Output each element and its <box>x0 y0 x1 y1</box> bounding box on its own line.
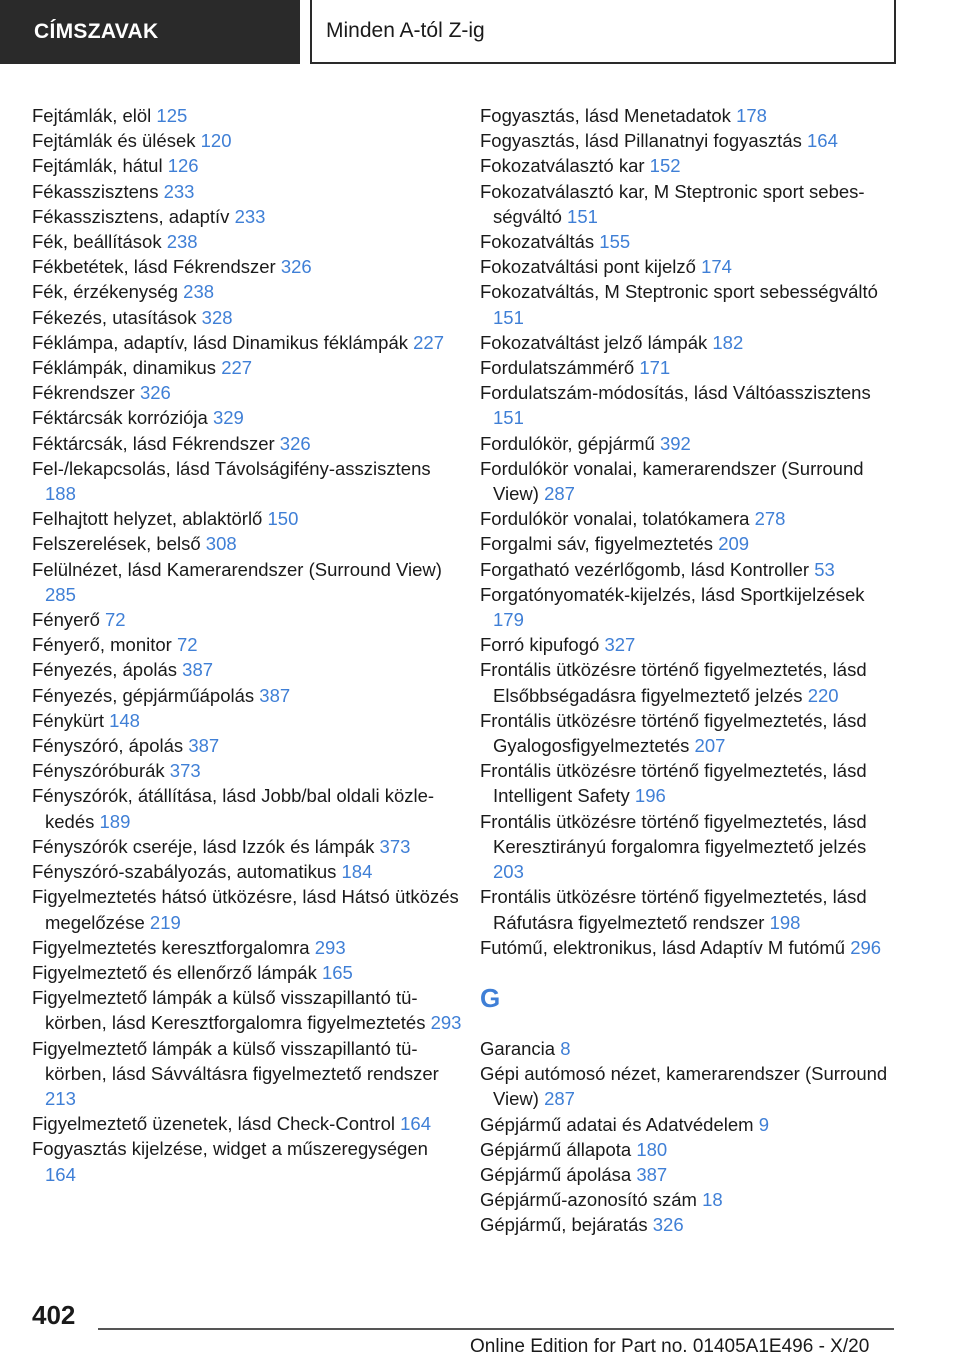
index-entry <box>480 1212 900 1237</box>
section-letter-g: G <box>480 982 501 1013</box>
page-ref-link[interactable]: 207 <box>694 735 726 757</box>
entry-text: Fejtámlák, hátul <box>32 155 163 177</box>
entry-text: Figyelmeztető lámpák a külső visszapillantó tükörben, lásd Keresztforgalomra figyelmeztetés <box>32 987 426 1034</box>
page-ref-link[interactable]: 287 <box>544 1088 575 1110</box>
entry-text: Fordulatszám-módosítás, lásd Váltóasszisztens <box>480 382 871 404</box>
entry-text: Fokozatválasztó kar <box>480 155 645 177</box>
index-entry <box>32 1036 462 1112</box>
index-entry <box>32 305 462 330</box>
entry-text: Fényszóró-szabályozás, automatikus <box>32 861 337 883</box>
entry-text: Gépjármű ápolása <box>480 1163 632 1185</box>
page-ref-link[interactable]: 151 <box>567 205 598 227</box>
entry-text: Fékasszisztens, adaptív <box>32 205 230 227</box>
page-ref-link[interactable]: 238 <box>183 281 215 303</box>
page-ref-link[interactable]: 308 <box>205 533 237 555</box>
page-ref-link[interactable]: 188 <box>45 483 76 505</box>
entry-text: Frontális ütközésre történő figyelmeztetés, lásd Intelligent Safety <box>480 760 867 807</box>
entry-text: Fejtámlák, elöl <box>32 105 152 126</box>
entry-text: Gépjármű-azonosító szám <box>480 1189 697 1211</box>
page-number: 402 <box>32 1300 76 1330</box>
entry-text: Figyelmeztetés keresztforgalomra <box>32 936 310 958</box>
page-ref-link[interactable]: 329 <box>212 407 244 429</box>
entry-text: Fel-/lekapcsolás, lásd Távolságifény-asszisztens <box>32 457 431 479</box>
page-ref-link[interactable]: 238 <box>166 231 198 253</box>
page-ref-link[interactable]: 150 <box>267 508 299 530</box>
entry-text: Féklámpák, dinamikus <box>32 357 217 379</box>
page-ref-link[interactable]: 72 <box>176 634 198 656</box>
page-ref-link[interactable]: 155 <box>599 231 631 253</box>
page-ref-link[interactable]: 178 <box>736 105 767 126</box>
entry-text: Gépi autómosó nézet, kamerarendszer (Surround View) <box>480 1063 888 1110</box>
entry-text: Fékasszisztens <box>32 180 159 202</box>
index-entry <box>480 935 900 960</box>
index-entry <box>32 128 462 153</box>
entry-text: Fogyasztás, lásd Menetadatok <box>480 105 731 126</box>
index-entry <box>32 557 462 607</box>
page-ref-link[interactable]: 184 <box>341 861 373 883</box>
page-ref-link[interactable]: 179 <box>493 609 524 631</box>
page-ref-link[interactable]: 164 <box>807 130 838 152</box>
index-entry <box>480 557 900 582</box>
index-entry <box>32 1111 462 1136</box>
index-entry <box>32 229 462 254</box>
index-entry <box>32 506 462 531</box>
index-entry <box>480 330 900 355</box>
page-ref-link[interactable]: 120 <box>200 130 232 152</box>
entry-text: Felszerelések, belső <box>32 533 201 555</box>
entry-text: Frontális ütközésre történő figyelmeztetés, lásd Gyalogosfigyelmeztetés <box>480 709 867 757</box>
index-entry <box>32 834 462 859</box>
index-entry <box>480 128 900 153</box>
index-entry <box>480 1137 900 1162</box>
index-entry <box>32 254 462 279</box>
index-entry <box>32 859 462 884</box>
entry-text: Fényerő <box>32 609 100 631</box>
entry-text: Forgatható vezérlőgomb, lásd Kontroller <box>480 558 810 580</box>
footer-edition-text: Online Edition for Part no. 01405A1E496 - X/20 <box>470 1336 870 1357</box>
index-entry <box>480 153 900 178</box>
page-ref-link[interactable]: 18 <box>702 1189 723 1211</box>
page-ref-link[interactable]: 213 <box>45 1087 76 1109</box>
index-entry <box>480 1112 900 1137</box>
index-entry <box>32 884 462 934</box>
entry-text: Féktárcsák korróziója <box>32 407 208 429</box>
page-ref-link[interactable]: 164 <box>45 1163 76 1185</box>
index-entry <box>480 1162 900 1187</box>
index-entry <box>32 103 462 128</box>
page-ref-link[interactable]: 328 <box>201 306 233 328</box>
page-ref-link[interactable]: 373 <box>379 835 411 857</box>
entry-text: Gépjármű állapota <box>480 1138 632 1160</box>
index-entry <box>32 758 462 783</box>
page-ref-link[interactable]: 233 <box>234 205 266 227</box>
entry-text: Fék, érzékenység <box>32 281 179 303</box>
page-ref-link[interactable]: 287 <box>544 483 575 505</box>
section-tab: CÍMSZAVAK <box>0 0 300 64</box>
page-ref-link[interactable]: 72 <box>105 609 126 631</box>
page-ref-link[interactable]: 296 <box>850 936 882 958</box>
entry-text: Forgatónyomaték-kijelzés, lásd Sportkijelzések <box>480 583 865 605</box>
index-entry <box>480 103 900 128</box>
page-ref-link[interactable]: 387 <box>188 735 220 757</box>
index-entry <box>32 405 462 430</box>
entry-text: Frontális ütközésre történő figyelmeztetés, lásd Elsőbbségadásra figyelmeztető jelzés <box>480 659 867 706</box>
page-ref-link[interactable]: 209 <box>718 533 750 555</box>
page-ref-link[interactable]: 387 <box>182 659 214 681</box>
entry-text: Fordulókör vonalai, kamerarendszer (Surround View) <box>480 457 864 505</box>
index-entry <box>32 179 462 204</box>
entry-text: Fogyasztás, lásd Pillanatnyi fogyasztás <box>480 130 802 152</box>
entry-text: Fokozatváltás, M Steptronic sport sebességváltó <box>480 281 878 303</box>
page-ref-link[interactable]: 326 <box>139 382 171 404</box>
entry-text: Fékbetétek, lásd Fékrendszer <box>32 256 276 278</box>
entry-text: Fényszóró, ápolás <box>32 735 184 757</box>
entry-text: Fényszóróburák <box>32 760 165 782</box>
index-entry <box>32 279 462 304</box>
index-entry <box>32 683 462 708</box>
entry-text: Frontális ütközésre történő figyelmeztetés, lásd Ráfutásra figyelmeztető rendszer <box>480 886 867 933</box>
entry-text: Gépjármű adatai és Adatvédelem <box>480 1113 754 1135</box>
entry-text: Figyelmeztető üzenetek, lásd Check-Control <box>32 1113 395 1135</box>
entry-text: Fényszórók, átállítása, lásd Jobb/bal oldali közlekedés <box>32 785 435 832</box>
index-entry <box>480 758 900 808</box>
index-entry <box>480 456 900 506</box>
index-entry <box>480 531 900 556</box>
index-entry <box>480 254 900 279</box>
index-column-right <box>480 103 900 1238</box>
entry-text: Fényszórók cseréje, lásd Izzók és lámpák <box>32 835 375 857</box>
index-entry <box>480 506 900 531</box>
entry-text: Fényezés, gépjárműápolás <box>32 684 255 706</box>
index-entry <box>480 1036 900 1061</box>
page-ref-link[interactable]: 285 <box>45 583 76 605</box>
entry-text: Forró kipufogó <box>480 634 600 656</box>
entry-text: Fokozatváltást jelző lámpák <box>480 331 708 353</box>
page-ref-link[interactable]: 182 <box>712 331 744 353</box>
page-ref-link[interactable]: 233 <box>163 180 195 202</box>
index-entry <box>32 657 462 682</box>
page-ref-link[interactable]: 227 <box>413 331 445 353</box>
entry-text: Fejtámlák és ülések <box>32 130 196 152</box>
page-ref-link[interactable]: 326 <box>280 256 312 278</box>
index-entry <box>480 657 900 707</box>
footer-divider <box>98 1328 894 1330</box>
index-entry <box>32 708 462 733</box>
page-header <box>0 0 960 70</box>
entry-text: Futómű, elektronikus, lásd Adaptív M futómű <box>480 936 846 958</box>
page-ref-link[interactable]: 171 <box>639 357 671 379</box>
index-entry <box>32 1136 462 1186</box>
entry-text: Figyelmeztető lámpák a külső visszapillantó tükörben, lásd Sávváltásra figyelmeztető rendszer <box>32 1037 439 1084</box>
page-ref-link[interactable]: 189 <box>99 810 131 832</box>
index-entry <box>32 783 462 833</box>
index-entry <box>32 960 462 985</box>
index-entry <box>480 380 900 430</box>
index-entry <box>480 229 900 254</box>
entry-text: Fényezés, ápolás <box>32 659 178 681</box>
entry-text: Féklámpa, adaptív, lásd Dinamikus féklámpák <box>32 331 408 353</box>
index-entry <box>32 153 462 178</box>
page-ref-link[interactable]: 387 <box>259 684 291 706</box>
page-ref-link[interactable]: 53 <box>814 558 835 580</box>
index-entry <box>480 431 900 456</box>
index-entry <box>32 330 462 355</box>
index-entry <box>32 632 462 657</box>
entry-text: Fordulókör vonalai, tolatókamera <box>480 508 750 530</box>
page-ref-link[interactable]: 326 <box>652 1214 684 1236</box>
page-ref-link[interactable]: 151 <box>493 306 524 328</box>
entry-text: Frontális ütközésre történő figyelmeztetés, lásd Keresztirányú forgalomra figyelmeztető jelzés <box>480 810 867 857</box>
index-entry <box>32 985 462 1035</box>
entry-text: Fénykürt <box>32 709 104 731</box>
page-ref-link[interactable]: 227 <box>221 357 253 379</box>
page-ref-link[interactable]: 387 <box>636 1163 668 1185</box>
index-entry <box>480 279 900 329</box>
index-entry <box>32 531 462 556</box>
entry-text: Fényerő, monitor <box>32 634 172 656</box>
index-entry <box>480 1061 900 1111</box>
index-group-g <box>480 1036 900 1238</box>
entry-text: Fokozatválasztó kar, M Steptronic sport sebességváltó <box>480 180 865 227</box>
index-entry <box>32 456 462 506</box>
page-ref-link[interactable]: 174 <box>701 256 732 278</box>
index-entry <box>32 607 462 632</box>
index-entry <box>480 179 900 229</box>
entry-text: Fékezés, utasítások <box>32 306 197 328</box>
subtitle-tab: Minden A-tól Z-ig <box>310 0 896 64</box>
index-entry <box>32 355 462 380</box>
index-entry <box>32 380 462 405</box>
entry-text: Garancia <box>480 1037 556 1059</box>
page-ref-link[interactable]: 125 <box>156 105 188 126</box>
entry-text: Fokozatváltás <box>480 231 595 253</box>
page-ref-link[interactable]: 151 <box>493 407 524 429</box>
entry-text: Féktárcsák, lásd Fékrendszer <box>32 432 275 454</box>
page-ref-link[interactable]: 293 <box>314 936 346 958</box>
page-ref-link[interactable]: 126 <box>167 155 199 177</box>
entry-text: Fék, beállítások <box>32 231 162 253</box>
index-entry <box>32 935 462 960</box>
entry-text: Fordulókör, gépjármű <box>480 432 655 454</box>
index-entry <box>480 708 900 758</box>
page-ref-link[interactable]: 152 <box>649 155 681 177</box>
entry-text: Fogyasztás kijelzése, widget a műszeregységen <box>32 1138 428 1160</box>
page-ref-link[interactable]: 293 <box>430 1012 462 1034</box>
page-ref-link[interactable]: 164 <box>400 1113 431 1135</box>
entry-text: Fokozatváltási pont kijelző <box>480 256 696 278</box>
index-entry <box>480 355 900 380</box>
index-entry <box>480 632 900 657</box>
index-column-left <box>32 103 462 1187</box>
page-ref-link[interactable]: 148 <box>109 709 140 731</box>
index-entry <box>32 733 462 758</box>
page-ref-link[interactable]: 165 <box>321 961 353 983</box>
page-ref-link[interactable]: 196 <box>634 785 666 807</box>
index-entry <box>480 884 900 934</box>
page-ref-link[interactable]: 327 <box>604 634 636 656</box>
page-ref-link[interactable]: 219 <box>149 911 181 933</box>
entry-text: Felülnézet, lásd Kamerarendszer (Surround View) <box>32 558 442 580</box>
page-ref-link[interactable]: 278 <box>754 508 786 530</box>
entry-text: Fékrendszer <box>32 382 135 404</box>
entry-text: Fordulatszámmérő <box>480 357 635 379</box>
entry-text: Felhajtott helyzet, ablaktörlő <box>32 508 263 530</box>
entry-text: Forgalmi sáv, figyelmeztetés <box>480 533 714 555</box>
page-ref-link[interactable]: 198 <box>769 911 801 933</box>
index-entry <box>32 204 462 229</box>
page-ref-link[interactable]: 203 <box>493 861 524 883</box>
index-group-f <box>480 103 900 960</box>
page-ref-link[interactable]: 392 <box>659 432 691 454</box>
index-entry <box>32 431 462 456</box>
entry-text: Gépjármű, bejáratás <box>480 1214 648 1236</box>
page-ref-link[interactable]: 9 <box>758 1113 769 1135</box>
page-ref-link[interactable]: 373 <box>169 760 201 782</box>
entry-text: Figyelmeztetés hátsó ütközésre, lásd Hátsó ütközés megelőzése <box>32 886 459 933</box>
index-entry <box>480 1187 900 1212</box>
index-entry <box>480 809 900 885</box>
page-ref-link[interactable]: 180 <box>636 1138 668 1160</box>
index-entry <box>480 582 900 632</box>
entry-text: Figyelmeztető és ellenőrző lámpák <box>32 961 317 983</box>
page-ref-link[interactable]: 326 <box>279 432 311 454</box>
page-ref-link[interactable]: 8 <box>560 1037 571 1059</box>
page-ref-link[interactable]: 220 <box>807 684 839 706</box>
